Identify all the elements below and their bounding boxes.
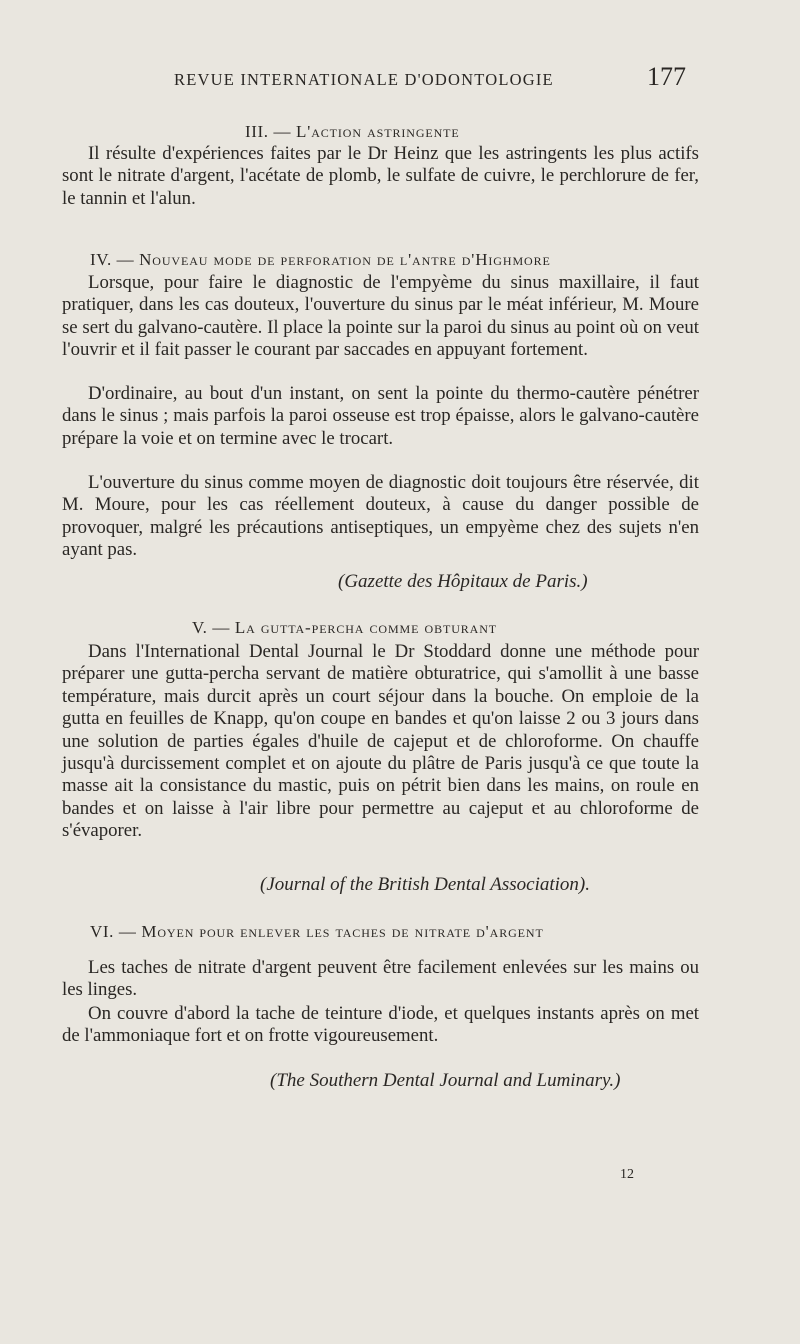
section-number: IV. xyxy=(90,250,112,269)
signature-mark: 12 xyxy=(620,1167,634,1182)
section-heading: La gutta-percha comme obturant xyxy=(234,618,498,637)
paragraph: L'ouverture du sinus comme moyen de diagnostic doit toujours être réservée, dit M. Moure, pour les cas réellement douteux, à cause du danger possible de provoquer, malgré les précautions antiseptiques, un empyème chez des sujets n'en ayant pas. xyxy=(62,472,699,561)
section-title-vi: VI. — Moyen pour enlever les taches de nitrate d'argent xyxy=(90,922,544,941)
section-title-iii: III. — L'action astringente xyxy=(245,122,460,141)
running-title: REVUE INTERNATIONALE D'ODONTOLOGIE xyxy=(174,70,554,89)
section-heading: Moyen pour enlever les taches de nitrate d'argent xyxy=(141,922,544,941)
paragraph: Il résulte d'expériences faites par le Dr Heinz que les astringents les plus actifs sont le nitrate d'argent, l'acétate de plomb, le sulfate de cuivre, le perchlorure de fer, le tannin et l'alun. xyxy=(62,143,699,209)
paragraph: D'ordinaire, au bout d'un instant, on sent la pointe du thermo-cautère pénétrer dans le sinus ; mais parfois la paroi osseuse est trop épaisse, alors le galvano-cautère prépare la voie et on termine avec le trocart. xyxy=(62,383,699,449)
source-citation: (Gazette des Hôpitaux de Paris.) xyxy=(338,571,588,592)
section-number: VI. xyxy=(90,922,114,941)
section-heading: L'action astringente xyxy=(295,122,460,141)
source-citation: (Journal of the British Dental Association). xyxy=(260,874,591,895)
section-number: V. xyxy=(192,618,208,637)
source-citation: (The Southern Dental Journal and Luminary.) xyxy=(270,1070,621,1091)
section-number: III. xyxy=(245,122,269,141)
section-heading: Nouveau mode de perforation de l'antre d'Highmore xyxy=(139,250,551,269)
paragraph: Lorsque, pour faire le diagnostic de l'empyème du sinus maxillaire, il faut pratiquer, dans les cas douteux, l'ouverture du sinus par le méat inférieur, M. Moure se sert du galvano-cautère. Il place la pointe sur la paroi du sinus au point où on veut l'ouvrir et il fait passer le courant par saccades en appuyant fortement. xyxy=(62,272,699,361)
section-title-v: V. — La gutta-percha comme obturant xyxy=(192,618,498,637)
page-number: 177 xyxy=(647,62,686,91)
paragraph: Dans l'International Dental Journal le Dr Stoddard donne une méthode pour préparer une gutta-percha servant de matière obturatrice, qui s'amollit à une basse température, mais durcit après un court séjour dans la bouche. On emploie de la gutta en feuilles de Knapp, qu'on coupe en bandes et qu'on laisse 2 ou 3 jours dans une solution de parties égales d'huile de cajeput et de chloroforme. On chauffe jusqu'à durcissement complet et on ajoute du plâtre de Paris jusqu'à ce que toute la masse ait la consistance du mastic, puis on pétrit bien dans les mains, on roule en bandes et on laisse à l'air libre pour permettre au cajeput et au chloroforme de s'évaporer. xyxy=(62,641,699,842)
section-title-iv: IV. — Nouveau mode de perforation de l'antre d'Highmore xyxy=(90,250,551,269)
paragraph: Les taches de nitrate d'argent peuvent être facilement enlevées sur les mains ou les linges. xyxy=(62,957,699,1001)
paragraph: On couvre d'abord la tache de teinture d'iode, et quelques instants après on met de l'ammoniaque fort et on frotte vigoureusement. xyxy=(62,1003,699,1047)
